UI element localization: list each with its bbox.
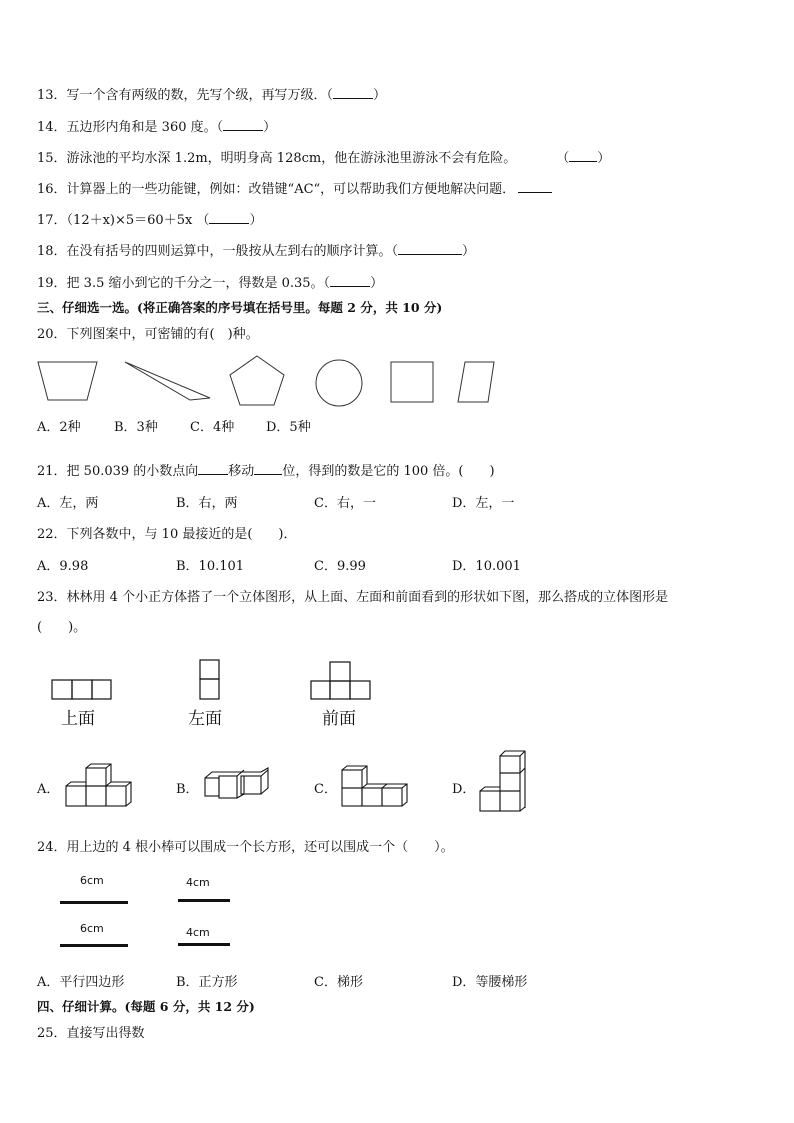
question-23-stem: 23．林林用 4 个小正方体搭了一个立体图形，从上面、左面和前面看到的形状如下图，那么搭成的立体图形是: [37, 590, 669, 605]
q21-option-b[interactable]: B．右，两: [176, 496, 238, 511]
question-23-stem-bracket: ( )。: [37, 620, 87, 635]
view-label-left: 左面: [188, 709, 222, 729]
question-20-stem: 20．下列图案中，可密铺的有( )种。: [37, 327, 259, 342]
answer-blank[interactable]: [569, 150, 597, 162]
q20-option-d[interactable]: D．5种: [266, 420, 311, 435]
question-21-stem: 21．把 50.039 的小数点向 移动 位，得到的数是它的 100 倍。( ): [37, 464, 495, 479]
answer-blank[interactable]: [518, 181, 552, 193]
question-13: 13．写一个含有两级的数，先写个级，再写万级．（ ）: [37, 88, 387, 103]
question-16: 16．计算器上的一些功能键，例如：改错键“AC“，可以帮助我们方便地解决问题．: [37, 178, 552, 197]
answer-blank[interactable]: [398, 243, 462, 255]
view-label-front: 前面: [322, 709, 356, 729]
answer-blank[interactable]: [209, 212, 249, 224]
trapezoid-shape: [38, 362, 97, 400]
solid-c: [342, 766, 407, 806]
q23-option-a[interactable]: A．: [37, 782, 60, 797]
stick-4cm-top: [178, 899, 230, 902]
q23-option-d[interactable]: D．: [452, 782, 476, 797]
q22-option-d[interactable]: D．10.001: [452, 559, 521, 574]
question-17: 17．（12＋x)×5＝60＋5x （ ）: [37, 213, 263, 228]
stick-4cm-bottom: [178, 943, 230, 946]
view-label-top: 上面: [61, 709, 95, 729]
question-18: 18．在没有括号的四则运算中，一般按从左到右的顺序计算。（ ）: [37, 244, 476, 259]
circle-shape: [316, 360, 362, 406]
q24-option-d[interactable]: D．等腰梯形: [452, 975, 528, 990]
question-24-stem: 24．用上边的 4 根小棒可以围成一个长方形，还可以围成一个（ ）。: [37, 840, 454, 855]
q20-option-b[interactable]: B．3种: [114, 420, 158, 435]
stick-6cm-bottom: [60, 944, 128, 947]
stick-6cm-top: [60, 901, 128, 904]
solid-b: [205, 768, 268, 798]
q21-option-c[interactable]: C．右，一: [314, 496, 376, 511]
solid-a: [66, 764, 131, 806]
front-view: [311, 662, 370, 699]
question-15: 15．游泳池的平均水深 1.2m，明明身高 128cm，他在游泳池里游泳不会有危险。 （ ）: [37, 151, 611, 166]
q22-option-b[interactable]: B．10.101: [176, 559, 245, 574]
q23-option-b[interactable]: B．: [176, 782, 199, 797]
square-shape: [391, 362, 433, 402]
stick-label-4cm-bottom: 4cm: [186, 926, 210, 939]
q21-option-a[interactable]: A．左，两: [37, 496, 99, 511]
top-view: [52, 680, 111, 699]
q20-option-c[interactable]: C．4种: [190, 420, 235, 435]
q24-option-a[interactable]: A．平行四边形: [37, 975, 125, 990]
q20-shapes: [0, 350, 794, 420]
solid-d: [480, 751, 525, 811]
q20-option-a[interactable]: A．2种: [37, 420, 81, 435]
q23-views: [0, 658, 794, 708]
question-19: 19．把 3.5 缩小到它的千分之一，得数是 0.35。（ ）: [37, 276, 384, 291]
triangle-shape: [125, 362, 210, 400]
q22-option-a[interactable]: A．9.98: [37, 559, 89, 574]
q21-option-d[interactable]: D．左，一: [452, 496, 515, 511]
parallelogram-shape: [458, 362, 494, 402]
stick-label-4cm-top: 4cm: [186, 876, 210, 889]
section-3-heading: 三、仔细选一选。(将正确答案的序号填在括号里。每题 2 分，共 10 分): [37, 300, 443, 315]
section-4-heading: 四、仔细计算。(每题 6 分，共 12 分): [37, 999, 255, 1014]
q24-option-b[interactable]: B．正方形: [176, 975, 238, 990]
q23-option-c[interactable]: C．: [314, 782, 337, 797]
q23-solids: [0, 748, 794, 818]
question-22-stem: 22．下列各数中，与 10 最接近的是( )．: [37, 527, 297, 542]
q22-option-c[interactable]: C．9.99: [314, 559, 366, 574]
answer-blank[interactable]: [254, 463, 282, 475]
question-25: 25．直接写出得数: [37, 1026, 145, 1041]
answer-blank[interactable]: [333, 87, 373, 99]
pentagon-shape: [230, 356, 284, 405]
q24-option-c[interactable]: C．梯形: [314, 975, 363, 990]
answer-blank[interactable]: [223, 119, 263, 131]
answer-blank[interactable]: [198, 463, 228, 475]
question-14: 14．五边形内角和是 360 度。（ ）: [37, 120, 277, 135]
stick-label-6cm-top: 6cm: [80, 874, 104, 887]
left-view: [200, 660, 219, 699]
answer-blank[interactable]: [330, 275, 370, 287]
stick-label-6cm-bottom: 6cm: [80, 922, 104, 935]
